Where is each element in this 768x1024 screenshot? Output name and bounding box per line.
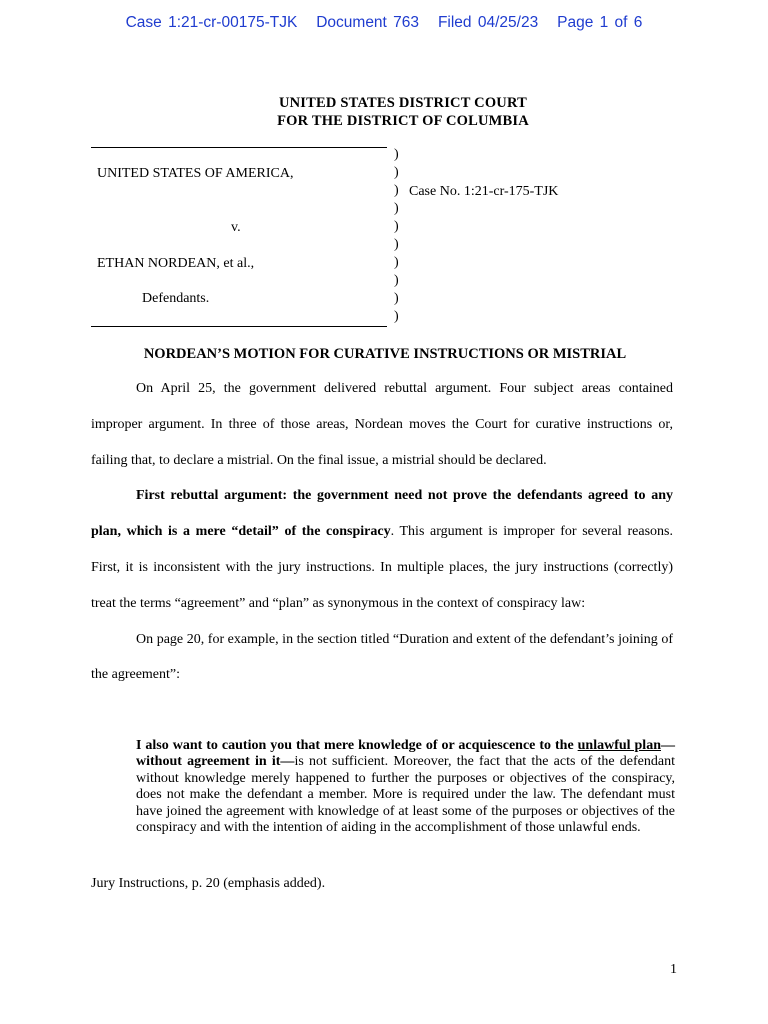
block-quote — [136, 738, 675, 836]
caption-defendant: ETHAN NORDEAN, et al., — [97, 256, 255, 271]
header-filed-date: Filed 04/25/23 — [437, 14, 539, 31]
caption-parentheses — [394, 146, 399, 326]
caption-defendants-label: Defendants. — [142, 291, 210, 306]
caption-versus: v. — [231, 220, 241, 235]
caption-paren: ) — [394, 255, 399, 271]
caption-paren: ) — [394, 273, 399, 289]
ecf-header — [0, 14, 768, 32]
court-name-line2: FOR THE DISTRICT OF COLUMBIA — [277, 113, 529, 129]
first-argument-heading: First rebuttal argument: the government need not prove the defendants agreed to any plan, which is a mere “detail” of the conspiracy — [91, 488, 673, 540]
paragraph-page20: On page 20, for example, in the section titled “Duration and extent of the defendant’s joining of the agreement”: — [91, 631, 673, 683]
caption-paren: ) — [394, 165, 399, 181]
motion-body — [91, 371, 673, 693]
header-page-count: Page 1 of 6 — [557, 14, 643, 31]
motion-title: NORDEAN’S MOTION FOR CURATIVE INSTRUCTIONS OR MISTRIAL — [143, 346, 627, 362]
caption-paren: ) — [394, 201, 399, 217]
quote-bold-start: I also want to caution you that mere knowledge of or acquiescence to the — [136, 738, 578, 753]
first-argument-text: . This argument is improper for several reasons. First, it is inconsistent with the jury instructions. In multiple places, the jury instructions (correctly) treat the terms “agreement” and “plan” as synonymous in the context of conspiracy law: — [91, 524, 673, 611]
caption-bottom-rule — [91, 326, 387, 327]
caption-paren: ) — [394, 183, 399, 199]
caption-top-rule — [91, 147, 387, 148]
page-number: 1 — [670, 962, 677, 977]
caption-plaintiff: UNITED STATES OF AMERICA, — [97, 166, 294, 181]
paragraph-first-argument — [91, 478, 673, 621]
quote-citation: Jury Instructions, p. 20 (emphasis added). — [91, 876, 326, 891]
caption-paren: ) — [394, 147, 399, 162]
caption-case-number: Case No. 1:21-cr-175-TJK — [409, 184, 559, 199]
quote-bold-mid: —without agreement in it— — [136, 738, 675, 770]
paragraph-intro: On April 25, the government delivered rebuttal argument. Four subject areas contained improper argument. In three of those areas, Nordean moves the Court for curative instructions or, failing that, to declare a mistrial. On the final issue, a mistrial should be declared. — [91, 381, 673, 468]
header-case-number: Case 1:21-cr-00175-TJK — [125, 14, 298, 31]
caption-paren: ) — [394, 291, 399, 307]
caption-paren: ) — [394, 309, 399, 325]
caption-paren: ) — [394, 219, 399, 235]
quote-underlined-phrase: unlawful plan — [577, 738, 661, 753]
caption-paren: ) — [394, 237, 399, 253]
court-name-line1: UNITED STATES DISTRICT COURT — [278, 95, 528, 111]
quote-rest: is not sufficient. Moreover, the fact that the acts of the defendant without knowledge merely happened to further the purposes or objectives of the conspiracy, does not make the defendant a member. More is required under the law. The defendant must have joined the agreement with knowledge of at least some of the purposes or objectives of the conspiracy and with the intention of aiding in the accomplishment of those unlawful ends. — [136, 754, 675, 836]
header-document-number: Document 763 — [316, 14, 420, 31]
